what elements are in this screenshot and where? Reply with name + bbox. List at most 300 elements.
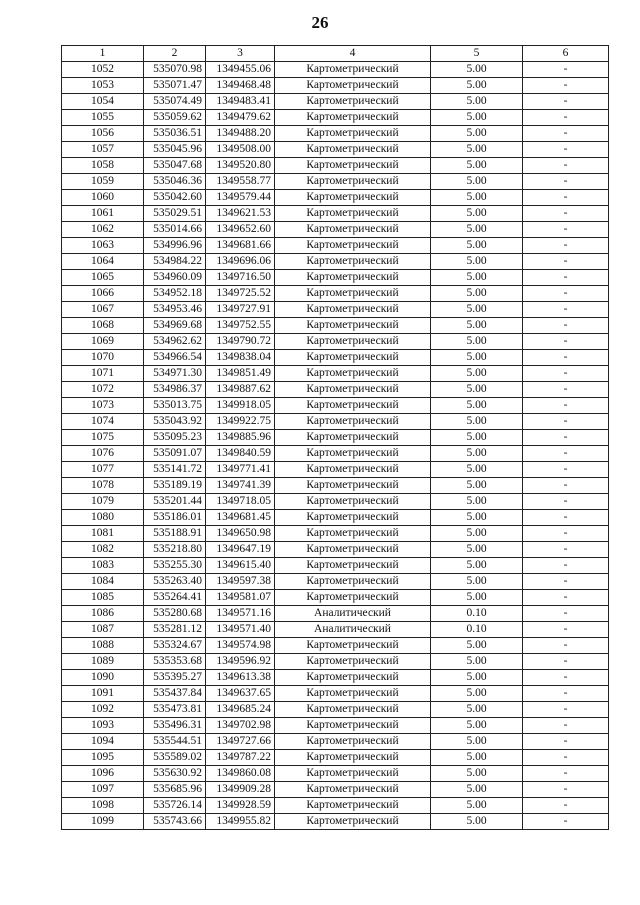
table-row bbox=[62, 366, 609, 382]
method-cell: Картометрический bbox=[275, 558, 431, 574]
accuracy-cell: 5.00 bbox=[431, 366, 523, 382]
accuracy-cell: 5.00 bbox=[431, 430, 523, 446]
point-number-cell: 1070 bbox=[62, 350, 144, 366]
extra-cell: - bbox=[523, 382, 609, 398]
method-cell: Картометрический bbox=[275, 686, 431, 702]
extra-cell: - bbox=[523, 174, 609, 190]
point-number-cell: 1058 bbox=[62, 158, 144, 174]
table-row bbox=[62, 62, 609, 78]
point-number-cell: 1097 bbox=[62, 782, 144, 798]
accuracy-cell: 5.00 bbox=[431, 654, 523, 670]
y-coordinate-cell: 1349574.98 bbox=[206, 638, 275, 654]
accuracy-cell: 0.10 bbox=[431, 606, 523, 622]
header-cell-x: 2 bbox=[144, 46, 206, 62]
x-coordinate-cell: 535095.23 bbox=[144, 430, 206, 446]
accuracy-cell: 5.00 bbox=[431, 446, 523, 462]
y-coordinate-cell: 1349838.04 bbox=[206, 350, 275, 366]
y-coordinate-cell: 1349887.62 bbox=[206, 382, 275, 398]
table-row bbox=[62, 670, 609, 686]
method-cell: Аналитический bbox=[275, 622, 431, 638]
y-coordinate-cell: 1349581.07 bbox=[206, 590, 275, 606]
extra-cell: - bbox=[523, 574, 609, 590]
method-cell: Картометрический bbox=[275, 526, 431, 542]
accuracy-cell: 5.00 bbox=[431, 494, 523, 510]
extra-cell: - bbox=[523, 670, 609, 686]
accuracy-cell: 5.00 bbox=[431, 126, 523, 142]
point-number-cell: 1076 bbox=[62, 446, 144, 462]
accuracy-cell: 5.00 bbox=[431, 334, 523, 350]
x-coordinate-cell: 535630.92 bbox=[144, 766, 206, 782]
coordinates-table bbox=[61, 45, 609, 830]
accuracy-cell: 5.00 bbox=[431, 526, 523, 542]
extra-cell: - bbox=[523, 302, 609, 318]
x-coordinate-cell: 535141.72 bbox=[144, 462, 206, 478]
y-coordinate-cell: 1349455.06 bbox=[206, 62, 275, 78]
accuracy-cell: 5.00 bbox=[431, 94, 523, 110]
extra-cell: - bbox=[523, 350, 609, 366]
method-cell: Картометрический bbox=[275, 382, 431, 398]
table-row bbox=[62, 526, 609, 542]
y-coordinate-cell: 1349488.20 bbox=[206, 126, 275, 142]
page-number: 26 bbox=[311, 13, 329, 32]
point-number-cell: 1081 bbox=[62, 526, 144, 542]
x-coordinate-cell: 535685.96 bbox=[144, 782, 206, 798]
accuracy-cell: 5.00 bbox=[431, 766, 523, 782]
accuracy-cell: 5.00 bbox=[431, 782, 523, 798]
accuracy-cell: 5.00 bbox=[431, 222, 523, 238]
y-coordinate-cell: 1349613.38 bbox=[206, 670, 275, 686]
table-row bbox=[62, 590, 609, 606]
method-cell: Аналитический bbox=[275, 606, 431, 622]
table-row bbox=[62, 382, 609, 398]
point-number-cell: 1096 bbox=[62, 766, 144, 782]
accuracy-cell: 5.00 bbox=[431, 382, 523, 398]
x-coordinate-cell: 535437.84 bbox=[144, 686, 206, 702]
accuracy-cell: 5.00 bbox=[431, 350, 523, 366]
method-cell: Картометрический bbox=[275, 398, 431, 414]
point-number-cell: 1088 bbox=[62, 638, 144, 654]
x-coordinate-cell: 535353.68 bbox=[144, 654, 206, 670]
table-row bbox=[62, 814, 609, 830]
method-cell: Картометрический bbox=[275, 750, 431, 766]
extra-cell: - bbox=[523, 638, 609, 654]
table-row bbox=[62, 734, 609, 750]
point-number-cell: 1092 bbox=[62, 702, 144, 718]
x-coordinate-cell: 534966.54 bbox=[144, 350, 206, 366]
table-row bbox=[62, 654, 609, 670]
y-coordinate-cell: 1349483.41 bbox=[206, 94, 275, 110]
y-coordinate-cell: 1349840.59 bbox=[206, 446, 275, 462]
extra-cell: - bbox=[523, 126, 609, 142]
table-row bbox=[62, 574, 609, 590]
x-coordinate-cell: 535029.51 bbox=[144, 206, 206, 222]
point-number-cell: 1091 bbox=[62, 686, 144, 702]
y-coordinate-cell: 1349741.39 bbox=[206, 478, 275, 494]
accuracy-cell: 5.00 bbox=[431, 750, 523, 766]
y-coordinate-cell: 1349727.66 bbox=[206, 734, 275, 750]
header-row bbox=[62, 46, 609, 62]
accuracy-cell: 5.00 bbox=[431, 270, 523, 286]
table-row bbox=[62, 430, 609, 446]
table-row bbox=[62, 126, 609, 142]
accuracy-cell: 5.00 bbox=[431, 798, 523, 814]
extra-cell: - bbox=[523, 478, 609, 494]
extra-cell: - bbox=[523, 766, 609, 782]
x-coordinate-cell: 535042.60 bbox=[144, 190, 206, 206]
x-coordinate-cell: 535264.41 bbox=[144, 590, 206, 606]
extra-cell: - bbox=[523, 254, 609, 270]
y-coordinate-cell: 1349771.41 bbox=[206, 462, 275, 478]
y-coordinate-cell: 1349716.50 bbox=[206, 270, 275, 286]
point-number-cell: 1087 bbox=[62, 622, 144, 638]
method-cell: Картометрический bbox=[275, 414, 431, 430]
table-row bbox=[62, 510, 609, 526]
extra-cell: - bbox=[523, 542, 609, 558]
extra-cell: - bbox=[523, 734, 609, 750]
point-number-cell: 1052 bbox=[62, 62, 144, 78]
point-number-cell: 1064 bbox=[62, 254, 144, 270]
accuracy-cell: 5.00 bbox=[431, 638, 523, 654]
point-number-cell: 1077 bbox=[62, 462, 144, 478]
accuracy-cell: 5.00 bbox=[431, 558, 523, 574]
x-coordinate-cell: 535070.98 bbox=[144, 62, 206, 78]
table-row bbox=[62, 318, 609, 334]
accuracy-cell: 5.00 bbox=[431, 734, 523, 750]
extra-cell: - bbox=[523, 590, 609, 606]
y-coordinate-cell: 1349508.00 bbox=[206, 142, 275, 158]
x-coordinate-cell: 534971.30 bbox=[144, 366, 206, 382]
extra-cell: - bbox=[523, 110, 609, 126]
x-coordinate-cell: 535324.67 bbox=[144, 638, 206, 654]
y-coordinate-cell: 1349752.55 bbox=[206, 318, 275, 334]
y-coordinate-cell: 1349718.05 bbox=[206, 494, 275, 510]
x-coordinate-cell: 535189.19 bbox=[144, 478, 206, 494]
table-row bbox=[62, 766, 609, 782]
point-number-cell: 1082 bbox=[62, 542, 144, 558]
y-coordinate-cell: 1349621.53 bbox=[206, 206, 275, 222]
y-coordinate-cell: 1349685.24 bbox=[206, 702, 275, 718]
accuracy-cell: 5.00 bbox=[431, 318, 523, 334]
x-coordinate-cell: 535473.81 bbox=[144, 702, 206, 718]
method-cell: Картометрический bbox=[275, 238, 431, 254]
y-coordinate-cell: 1349955.82 bbox=[206, 814, 275, 830]
point-number-cell: 1073 bbox=[62, 398, 144, 414]
y-coordinate-cell: 1349918.05 bbox=[206, 398, 275, 414]
accuracy-cell: 5.00 bbox=[431, 206, 523, 222]
point-number-cell: 1062 bbox=[62, 222, 144, 238]
x-coordinate-cell: 535496.31 bbox=[144, 718, 206, 734]
table-row bbox=[62, 78, 609, 94]
extra-cell: - bbox=[523, 798, 609, 814]
x-coordinate-cell: 535074.49 bbox=[144, 94, 206, 110]
y-coordinate-cell: 1349727.91 bbox=[206, 302, 275, 318]
extra-cell: - bbox=[523, 158, 609, 174]
table-row bbox=[62, 158, 609, 174]
x-coordinate-cell: 535046.36 bbox=[144, 174, 206, 190]
x-coordinate-cell: 535059.62 bbox=[144, 110, 206, 126]
point-number-cell: 1061 bbox=[62, 206, 144, 222]
x-coordinate-cell: 535544.51 bbox=[144, 734, 206, 750]
extra-cell: - bbox=[523, 814, 609, 830]
y-coordinate-cell: 1349520.80 bbox=[206, 158, 275, 174]
point-number-cell: 1063 bbox=[62, 238, 144, 254]
point-number-cell: 1089 bbox=[62, 654, 144, 670]
x-coordinate-cell: 535201.44 bbox=[144, 494, 206, 510]
x-coordinate-cell: 535280.68 bbox=[144, 606, 206, 622]
x-coordinate-cell: 535014.66 bbox=[144, 222, 206, 238]
point-number-cell: 1095 bbox=[62, 750, 144, 766]
extra-cell: - bbox=[523, 238, 609, 254]
table-row bbox=[62, 446, 609, 462]
method-cell: Картометрический bbox=[275, 334, 431, 350]
point-number-cell: 1059 bbox=[62, 174, 144, 190]
point-number-cell: 1057 bbox=[62, 142, 144, 158]
accuracy-cell: 5.00 bbox=[431, 814, 523, 830]
extra-cell: - bbox=[523, 398, 609, 414]
extra-cell: - bbox=[523, 318, 609, 334]
extra-cell: - bbox=[523, 366, 609, 382]
y-coordinate-cell: 1349652.60 bbox=[206, 222, 275, 238]
x-coordinate-cell: 535036.51 bbox=[144, 126, 206, 142]
accuracy-cell: 5.00 bbox=[431, 142, 523, 158]
method-cell: Картометрический bbox=[275, 158, 431, 174]
method-cell: Картометрический bbox=[275, 94, 431, 110]
table-row bbox=[62, 782, 609, 798]
accuracy-cell: 5.00 bbox=[431, 398, 523, 414]
point-number-cell: 1080 bbox=[62, 510, 144, 526]
method-cell: Картометрический bbox=[275, 286, 431, 302]
point-number-cell: 1086 bbox=[62, 606, 144, 622]
table-header bbox=[62, 46, 609, 62]
point-number-cell: 1065 bbox=[62, 270, 144, 286]
header-cell-method: 4 bbox=[275, 46, 431, 62]
y-coordinate-cell: 1349597.38 bbox=[206, 574, 275, 590]
method-cell: Картометрический bbox=[275, 254, 431, 270]
y-coordinate-cell: 1349885.96 bbox=[206, 430, 275, 446]
y-coordinate-cell: 1349860.08 bbox=[206, 766, 275, 782]
accuracy-cell: 5.00 bbox=[431, 686, 523, 702]
extra-cell: - bbox=[523, 494, 609, 510]
accuracy-cell: 5.00 bbox=[431, 510, 523, 526]
y-coordinate-cell: 1349479.62 bbox=[206, 110, 275, 126]
method-cell: Картометрический bbox=[275, 110, 431, 126]
method-cell: Картометрический bbox=[275, 574, 431, 590]
y-coordinate-cell: 1349650.98 bbox=[206, 526, 275, 542]
method-cell: Картометрический bbox=[275, 62, 431, 78]
method-cell: Картометрический bbox=[275, 734, 431, 750]
table-row bbox=[62, 94, 609, 110]
x-coordinate-cell: 535743.66 bbox=[144, 814, 206, 830]
x-coordinate-cell: 535188.91 bbox=[144, 526, 206, 542]
x-coordinate-cell: 535045.96 bbox=[144, 142, 206, 158]
point-number-cell: 1083 bbox=[62, 558, 144, 574]
table-row bbox=[62, 398, 609, 414]
table-row bbox=[62, 190, 609, 206]
accuracy-cell: 5.00 bbox=[431, 574, 523, 590]
method-cell: Картометрический bbox=[275, 462, 431, 478]
accuracy-cell: 5.00 bbox=[431, 542, 523, 558]
extra-cell: - bbox=[523, 334, 609, 350]
header-cell-extra: 6 bbox=[523, 46, 609, 62]
point-number-cell: 1074 bbox=[62, 414, 144, 430]
accuracy-cell: 5.00 bbox=[431, 62, 523, 78]
table-row bbox=[62, 302, 609, 318]
method-cell: Картометрический bbox=[275, 142, 431, 158]
x-coordinate-cell: 535186.01 bbox=[144, 510, 206, 526]
table-row bbox=[62, 558, 609, 574]
y-coordinate-cell: 1349681.45 bbox=[206, 510, 275, 526]
method-cell: Картометрический bbox=[275, 126, 431, 142]
y-coordinate-cell: 1349922.75 bbox=[206, 414, 275, 430]
method-cell: Картометрический bbox=[275, 814, 431, 830]
extra-cell: - bbox=[523, 270, 609, 286]
method-cell: Картометрический bbox=[275, 494, 431, 510]
accuracy-cell: 5.00 bbox=[431, 718, 523, 734]
extra-cell: - bbox=[523, 414, 609, 430]
x-coordinate-cell: 535071.47 bbox=[144, 78, 206, 94]
method-cell: Картометрический bbox=[275, 302, 431, 318]
point-number-cell: 1078 bbox=[62, 478, 144, 494]
header-cell-y: 3 bbox=[206, 46, 275, 62]
header-cell-accuracy: 5 bbox=[431, 46, 523, 62]
table-row bbox=[62, 686, 609, 702]
point-number-cell: 1098 bbox=[62, 798, 144, 814]
y-coordinate-cell: 1349558.77 bbox=[206, 174, 275, 190]
y-coordinate-cell: 1349702.98 bbox=[206, 718, 275, 734]
point-number-cell: 1093 bbox=[62, 718, 144, 734]
x-coordinate-cell: 534984.22 bbox=[144, 254, 206, 270]
y-coordinate-cell: 1349696.06 bbox=[206, 254, 275, 270]
table-row bbox=[62, 142, 609, 158]
extra-cell: - bbox=[523, 654, 609, 670]
table-row bbox=[62, 270, 609, 286]
extra-cell: - bbox=[523, 62, 609, 78]
point-number-cell: 1084 bbox=[62, 574, 144, 590]
x-coordinate-cell: 534953.46 bbox=[144, 302, 206, 318]
extra-cell: - bbox=[523, 558, 609, 574]
extra-cell: - bbox=[523, 686, 609, 702]
table-row bbox=[62, 718, 609, 734]
accuracy-cell: 5.00 bbox=[431, 110, 523, 126]
x-coordinate-cell: 535281.12 bbox=[144, 622, 206, 638]
y-coordinate-cell: 1349596.92 bbox=[206, 654, 275, 670]
extra-cell: - bbox=[523, 606, 609, 622]
point-number-cell: 1085 bbox=[62, 590, 144, 606]
table-row bbox=[62, 478, 609, 494]
x-coordinate-cell: 534969.68 bbox=[144, 318, 206, 334]
y-coordinate-cell: 1349909.28 bbox=[206, 782, 275, 798]
point-number-cell: 1090 bbox=[62, 670, 144, 686]
method-cell: Картометрический bbox=[275, 510, 431, 526]
accuracy-cell: 5.00 bbox=[431, 414, 523, 430]
accuracy-cell: 0.10 bbox=[431, 622, 523, 638]
y-coordinate-cell: 1349615.40 bbox=[206, 558, 275, 574]
point-number-cell: 1056 bbox=[62, 126, 144, 142]
extra-cell: - bbox=[523, 510, 609, 526]
table-row bbox=[62, 174, 609, 190]
method-cell: Картометрический bbox=[275, 222, 431, 238]
table-row bbox=[62, 350, 609, 366]
point-number-cell: 1071 bbox=[62, 366, 144, 382]
x-coordinate-cell: 535218.80 bbox=[144, 542, 206, 558]
extra-cell: - bbox=[523, 78, 609, 94]
method-cell: Картометрический bbox=[275, 350, 431, 366]
method-cell: Картометрический bbox=[275, 782, 431, 798]
table-row bbox=[62, 542, 609, 558]
method-cell: Картометрический bbox=[275, 798, 431, 814]
y-coordinate-cell: 1349787.22 bbox=[206, 750, 275, 766]
x-coordinate-cell: 534986.37 bbox=[144, 382, 206, 398]
table-row bbox=[62, 606, 609, 622]
method-cell: Картометрический bbox=[275, 270, 431, 286]
method-cell: Картометрический bbox=[275, 430, 431, 446]
point-number-cell: 1069 bbox=[62, 334, 144, 350]
method-cell: Картометрический bbox=[275, 590, 431, 606]
extra-cell: - bbox=[523, 446, 609, 462]
x-coordinate-cell: 534960.09 bbox=[144, 270, 206, 286]
y-coordinate-cell: 1349571.16 bbox=[206, 606, 275, 622]
table-row bbox=[62, 222, 609, 238]
accuracy-cell: 5.00 bbox=[431, 238, 523, 254]
table-row bbox=[62, 638, 609, 654]
x-coordinate-cell: 535589.02 bbox=[144, 750, 206, 766]
point-number-cell: 1075 bbox=[62, 430, 144, 446]
point-number-cell: 1053 bbox=[62, 78, 144, 94]
extra-cell: - bbox=[523, 718, 609, 734]
method-cell: Картометрический bbox=[275, 718, 431, 734]
extra-cell: - bbox=[523, 462, 609, 478]
table-row bbox=[62, 206, 609, 222]
y-coordinate-cell: 1349851.49 bbox=[206, 366, 275, 382]
y-coordinate-cell: 1349571.40 bbox=[206, 622, 275, 638]
extra-cell: - bbox=[523, 750, 609, 766]
extra-cell: - bbox=[523, 190, 609, 206]
point-number-cell: 1060 bbox=[62, 190, 144, 206]
y-coordinate-cell: 1349647.19 bbox=[206, 542, 275, 558]
point-number-cell: 1055 bbox=[62, 110, 144, 126]
table-row bbox=[62, 798, 609, 814]
method-cell: Картометрический bbox=[275, 366, 431, 382]
extra-cell: - bbox=[523, 142, 609, 158]
method-cell: Картометрический bbox=[275, 670, 431, 686]
accuracy-cell: 5.00 bbox=[431, 158, 523, 174]
x-coordinate-cell: 535013.75 bbox=[144, 398, 206, 414]
method-cell: Картометрический bbox=[275, 654, 431, 670]
accuracy-cell: 5.00 bbox=[431, 174, 523, 190]
accuracy-cell: 5.00 bbox=[431, 670, 523, 686]
accuracy-cell: 5.00 bbox=[431, 302, 523, 318]
y-coordinate-cell: 1349637.65 bbox=[206, 686, 275, 702]
table-row bbox=[62, 110, 609, 126]
point-number-cell: 1066 bbox=[62, 286, 144, 302]
x-coordinate-cell: 534996.96 bbox=[144, 238, 206, 254]
extra-cell: - bbox=[523, 526, 609, 542]
extra-cell: - bbox=[523, 430, 609, 446]
header-cell-point-number: 1 bbox=[62, 46, 144, 62]
y-coordinate-cell: 1349468.48 bbox=[206, 78, 275, 94]
table-row bbox=[62, 414, 609, 430]
table-body bbox=[62, 62, 609, 830]
y-coordinate-cell: 1349928.59 bbox=[206, 798, 275, 814]
point-number-cell: 1067 bbox=[62, 302, 144, 318]
point-number-cell: 1099 bbox=[62, 814, 144, 830]
method-cell: Картометрический bbox=[275, 190, 431, 206]
point-number-cell: 1068 bbox=[62, 318, 144, 334]
table-row bbox=[62, 462, 609, 478]
point-number-cell: 1094 bbox=[62, 734, 144, 750]
extra-cell: - bbox=[523, 622, 609, 638]
table-row bbox=[62, 286, 609, 302]
